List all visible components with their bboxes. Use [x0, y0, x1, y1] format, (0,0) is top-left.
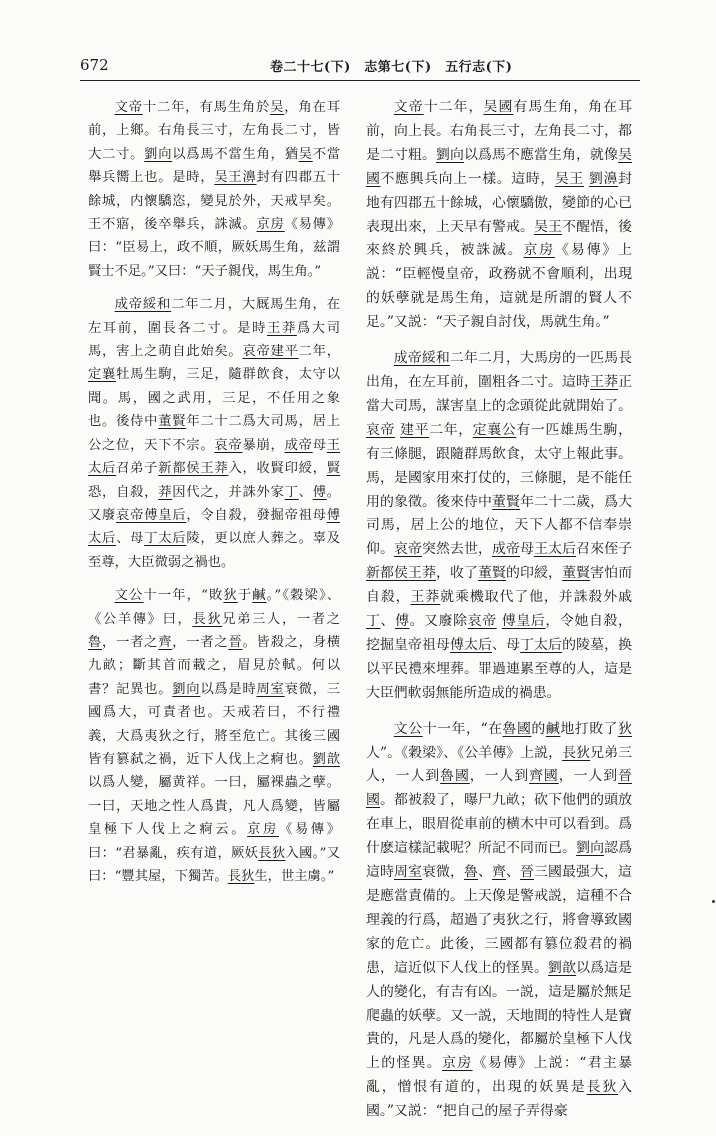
proper-noun-run: 齊國 — [529, 768, 559, 785]
proper-noun-run: 劉濞 — [589, 170, 619, 187]
text-run: 就乘機取代了他，并誅殺外戚 — [440, 589, 632, 606]
text-run: 封有四郡五十餘城，内懷驕恣，變見於外，天戒早矣。王不寤，後卒舉兵，誅滅。 — [88, 170, 341, 233]
text-run: 。又廢除 — [409, 613, 468, 630]
proper-noun-run: 哀帝 — [214, 437, 243, 453]
text-run: 。皆殺之，身横九畝；斷其首而載之，眉見於軾。何以書？記異也。 — [88, 634, 341, 697]
proper-noun-run: 齊 — [492, 864, 506, 881]
text-run: ，令自殺，發掘帝祖母 — [186, 507, 327, 523]
text-run: 封地有四郡五十餘城，心懷驕傲，變節的心已表現出來，上天早有警戒。 — [366, 170, 632, 235]
text-run: 、母 — [492, 636, 521, 653]
proper-noun-run: 丁 — [284, 484, 299, 500]
text-run: 不當舉兵嚮上也。是時， — [88, 146, 341, 186]
proper-noun-run: 哀帝 — [366, 421, 396, 438]
proper-noun-run: 傅太后 — [88, 507, 341, 547]
proper-noun-run: 王太后 — [534, 541, 577, 558]
proper-noun-run: 傅太后 — [450, 636, 493, 653]
text-run: 以爲人變，屬黄祥。一曰，屬裸蟲之孽。一曰，天地之性人爲貴，凡人爲變，皆屬皇極下人伐上之痾云。 — [88, 775, 340, 838]
proper-noun-run: 京房 — [256, 217, 285, 233]
text-run: 的陵墓，换以平民禮來埋葬。罪過連累至尊的人，這是大臣們軟弱無能所造成的禍患。 — [366, 636, 632, 701]
proper-noun-run: 京房 — [523, 242, 556, 259]
proper-noun-run: 哀帝 — [394, 541, 423, 558]
text-run: 入國。”又曰：“豐其屋，下獨苦。 — [88, 845, 341, 884]
proper-noun-run: 吴國 — [483, 99, 514, 115]
proper-noun-run: 哀帝 — [116, 507, 145, 523]
proper-noun-run: 周室 — [394, 864, 422, 881]
proper-noun-run: 新都侯王莽 — [366, 565, 437, 582]
text-run: 二年二月，大厩馬生角，在左耳前，圍長各二寸。是時 — [88, 297, 340, 336]
text-run: ，一人到 — [469, 768, 530, 785]
text-run: 母 — [520, 541, 535, 558]
proper-noun-run: 吴 — [298, 146, 313, 162]
proper-noun-run: 賢 — [326, 461, 341, 477]
proper-noun-run: 鹹 — [545, 720, 561, 737]
proper-noun-run: 丁 — [366, 613, 381, 630]
text-run: 二年， — [298, 344, 341, 360]
proper-noun-run: 董賢 — [562, 565, 591, 582]
text-run: 、 — [506, 864, 520, 881]
text-run: 入國。”又説：“把自己的屋子弄得豪 — [366, 1079, 632, 1120]
page-number: 672 — [80, 56, 109, 74]
paragraph — [366, 96, 632, 335]
text-run: 《易傳》上説：“臣輕慢皇帝，政務就不會順利，出現的妖孽就是馬生角，這就是所謂的賢人不足。”又説：“天子親自討伐，馬就生角。” — [366, 242, 632, 331]
proper-noun-run: 劉向 — [576, 840, 605, 857]
text-run: 的印綬， — [506, 565, 563, 582]
proper-noun-run: 文公 — [393, 720, 423, 737]
proper-noun-run: 文公 — [114, 588, 144, 604]
proper-noun-run: 劉向 — [144, 146, 173, 162]
proper-noun-run: 傅皇后 — [144, 507, 187, 523]
header-rule — [80, 80, 640, 81]
text-run: 。又廢 — [88, 484, 341, 523]
proper-noun-run: 魯國 — [502, 720, 532, 737]
proper-noun-run: 成帝 — [284, 437, 313, 453]
text-run: 以爲馬不當生角，猶 — [172, 146, 299, 162]
text-run: ，一人到 — [558, 768, 619, 785]
text-run: 認爲這時 — [366, 840, 632, 881]
text-run: ，角在耳前，上鄉。右角長三寸，左角長二寸，皆大二寸。 — [88, 100, 340, 162]
text-run: 、母 — [116, 531, 145, 547]
paragraph — [366, 718, 632, 1124]
proper-noun-run: 王莽 — [410, 589, 441, 606]
text-run: ，一者之 — [172, 634, 229, 650]
text-run: 年二十二爲大司馬，居上公之位，天下不宗。 — [88, 414, 341, 453]
proper-noun-run: 丁太后 — [520, 636, 563, 653]
proper-noun-run: 晉國 — [366, 768, 632, 809]
proper-noun-run: 劉歆 — [312, 751, 341, 767]
text-run: 、 — [478, 864, 492, 881]
proper-noun-run: 傅皇后 — [501, 613, 546, 630]
text-run: 爲大司馬，害上之萌自此始矣。 — [88, 320, 341, 360]
proper-noun-run: 定襄 — [88, 367, 117, 383]
text-run: 、 — [380, 613, 396, 630]
text-run: 入，收賢印綬， — [228, 461, 327, 477]
text-run: 《易傳》上説：“君主暴亂，憎恨有道的，出現的妖異是 — [366, 1055, 632, 1096]
proper-noun-run: 鹹 — [252, 588, 267, 604]
proper-noun-run: 周室 — [256, 681, 285, 697]
text-run: 牡馬生駒，三足，隨群飲食，太守以聞。馬，國之武用，三足，不任用之象也。後侍中 — [88, 367, 341, 430]
text-run: 不應興兵向上一樣。這時， — [380, 170, 555, 187]
text-run: 年二十二歲，爲大司馬，居上公的地位，天下人都不信奉崇仰。 — [366, 493, 632, 558]
page-header — [80, 56, 640, 78]
proper-noun-run: 丁太后 — [144, 531, 187, 547]
proper-noun-run: 長狄 — [562, 744, 591, 761]
text-run: 。”《穀梁》、《公羊傳》曰， — [88, 588, 341, 627]
text-run: 不醒悟，後來終於興兵，被誅滅。 — [366, 218, 632, 259]
translation-column — [366, 96, 632, 1136]
proper-noun-run: 成帝 — [492, 541, 521, 558]
text-run: 正當大司馬，謀害皇上的念頭從此就開始了。 — [366, 373, 632, 414]
proper-noun-run: 新都侯王莽 — [158, 461, 229, 477]
text-run: 二年， — [429, 421, 473, 438]
text-run: 暴崩， — [242, 437, 285, 453]
proper-noun-run: 董賢 — [478, 565, 507, 582]
text-run: 兄弟三人，一人到 — [366, 744, 632, 785]
text-run: 陵，更以庶人葬之。辜及至尊，大臣微弱之禍也。 — [88, 531, 341, 570]
proper-noun-run: 哀帝 — [467, 613, 497, 630]
proper-noun-run: 京房 — [442, 1055, 473, 1072]
proper-noun-run: 魯 — [88, 634, 103, 650]
proper-noun-run: 狄 — [618, 720, 632, 737]
text-run: 十二年， — [423, 99, 484, 115]
proper-noun-run: 京房 — [247, 822, 279, 838]
proper-noun-run: 文帝 — [393, 99, 424, 115]
text-run: 害怕而自殺， — [366, 565, 632, 606]
page-speck — [712, 900, 715, 903]
proper-noun-run: 莽 — [158, 484, 173, 500]
text-run: 。都被殺了，曝尸九畝；砍下他們的頭放在車上，眼眉從車前的横木中可以看到。爲什麽這樣記載呢？所記不同而已。 — [366, 792, 632, 857]
text-run: 、 — [298, 484, 313, 500]
text-run: 有馬生角，角在耳前，向上長。右角長三寸，左角長二寸，都是二寸粗。 — [366, 99, 632, 163]
proper-noun-run: 齊 — [158, 634, 173, 650]
text-run: 以爲是時 — [200, 681, 257, 697]
text-run: 有一匹雄馬生駒，有三條腿，跟隨群馬飲食，太守上報此事。馬，是國家用來打仗的，三條腿，是不能任用的象徵。後來侍中 — [366, 421, 632, 510]
proper-noun-run: 狄 — [223, 588, 238, 604]
proper-noun-run: 吴王 — [554, 170, 584, 187]
text-run: 突然去世， — [422, 541, 493, 558]
proper-noun-run: 劉向 — [172, 681, 201, 697]
text-run: 生，世主虜。” — [254, 869, 335, 884]
proper-noun-run: 長狄 — [258, 845, 286, 861]
paragraph — [366, 347, 632, 706]
proper-noun-run: 吴 — [270, 100, 285, 115]
text-run: 十一年，“在 — [422, 720, 503, 737]
text-run: 以爲這是人的變化，有吉有凶。一説，這是屬於無足爬蟲的妖孽。又一説，天地間的特性人是寶貴的，凡是人爲的變化，都屬於皇極下人伐上的怪異。 — [366, 959, 632, 1072]
proper-noun-run: 董賢 — [158, 414, 187, 430]
proper-noun-run: 長狄 — [227, 869, 255, 884]
proper-noun-run: 長狄 — [192, 611, 223, 627]
text-run: ，收了 — [436, 565, 479, 582]
text-run: 兄弟三人，一者之 — [222, 611, 341, 627]
text-run: 三國最强大，這是應當責備的。上天像是警戒説，這種不合理義的行爲，超過了夷狄之行，將會導致國家的危亡。此後，三國都有篡位殺君的禍患，這近似下人伐上的怪異。 — [366, 864, 632, 976]
text-run: 十二年，有馬生角於 — [142, 100, 271, 115]
classical-text-column — [88, 96, 340, 898]
proper-noun-run: 劉歆 — [548, 959, 577, 976]
proper-noun-run: 哀帝建平 — [242, 344, 299, 360]
text-run: 《易傳》曰：“君暴亂，疾有道，厥妖 — [88, 822, 341, 861]
paragraph — [88, 584, 340, 888]
text-run: 召弟子 — [116, 461, 159, 477]
text-run: 衰微， — [422, 864, 464, 881]
proper-noun-run: 吴國 — [366, 146, 632, 187]
text-run: 于 — [237, 588, 253, 604]
proper-noun-run: 傅 — [312, 484, 327, 500]
text-run: 《易傳》曰：“臣易上，政不順，厥妖馬生角，兹謂賢士不足。”又曰：“天子親伐，馬生角。” — [88, 217, 341, 279]
proper-noun-run: 定襄公 — [472, 421, 517, 438]
proper-noun-run: 劉向 — [436, 146, 465, 163]
text-run: 十一年，“敗 — [143, 588, 224, 604]
running-head: 卷二十七(下) 志第七(下) 五行志(下) — [270, 60, 513, 75]
text-run: 以爲馬不應當生角，就像 — [464, 146, 619, 163]
text-run: 地打敗了 — [560, 720, 619, 737]
proper-noun-run: 吴王 — [534, 218, 563, 235]
text-run: 衰微，三國爲大，可責者也。天戒若曰，不行禮義，大爲夷狄之行，將至危亡。其後三國皆有篡弑之禍，近下人伐上之痾也。 — [88, 681, 341, 767]
proper-noun-run: 王莽 — [590, 373, 619, 390]
text-run: 人”。《穀梁》、《公羊傳》上説， — [366, 744, 563, 761]
text-run: ，令她自殺，挖掘皇帝祖母 — [366, 613, 632, 653]
proper-noun-run: 吴王濞 — [214, 170, 257, 186]
proper-noun-run: 晉 — [228, 634, 243, 650]
proper-noun-run: 王太后 — [88, 437, 341, 477]
text-run: 恐，自殺， — [88, 484, 159, 500]
proper-noun-run: 文帝 — [114, 100, 143, 115]
proper-noun-run: 魯國 — [440, 768, 470, 785]
paragraph — [88, 96, 340, 283]
text-run: 二年二月，大馬房的一匹馬長出角，在左耳前，圍粗各二寸。這時 — [366, 350, 632, 390]
proper-noun-run: 成帝綏和 — [114, 297, 172, 313]
proper-noun-run: 傅 — [395, 613, 410, 630]
paragraph — [88, 293, 340, 574]
text-run: ，一者之 — [102, 634, 159, 650]
text-run: 因代之，并誅外家 — [172, 484, 285, 500]
proper-noun-run: 魯 — [464, 864, 478, 881]
text-run: 母 — [312, 437, 327, 453]
text-run: 的 — [531, 720, 546, 737]
proper-noun-run: 晉 — [520, 864, 534, 881]
proper-noun-run: 董賢 — [492, 493, 521, 510]
proper-noun-run: 長狄 — [586, 1079, 619, 1096]
text-run: 召來侄子 — [576, 541, 632, 558]
proper-noun-run: 王莽 — [267, 320, 297, 336]
proper-noun-run: 成帝綏和 — [393, 350, 450, 367]
proper-noun-run: 建平 — [400, 421, 430, 438]
